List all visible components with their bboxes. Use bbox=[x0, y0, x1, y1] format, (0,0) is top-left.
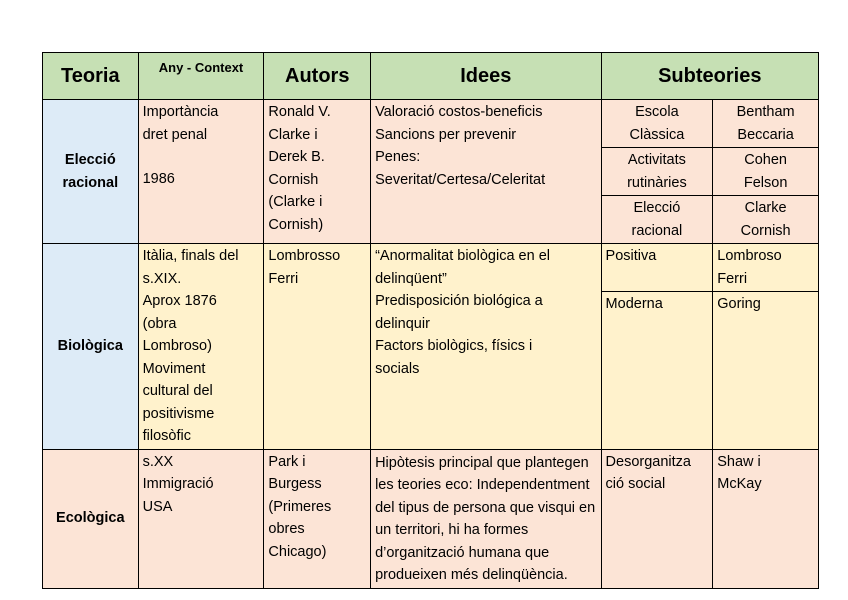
subtheory-positiva: Positiva bbox=[601, 244, 713, 292]
table-row-eleccio bbox=[43, 100, 819, 148]
ideas-eleccio: Valoració costos-beneficis Sancions per prevenir Penes: Severitat/Certesa/Celeritat bbox=[371, 100, 601, 244]
table-row-biologica bbox=[43, 244, 819, 292]
header-any-context: Any - Context bbox=[138, 53, 264, 100]
subtheory-escola-classica: Escola Clàssica bbox=[601, 100, 713, 148]
theory-eleccio-racional: Elecció racional bbox=[43, 100, 139, 244]
subtheory-activitats-rutinaries: Activitats rutinàries bbox=[601, 148, 713, 196]
context-eleccio: Importància dret penal 1986 bbox=[138, 100, 264, 244]
year-eleccio: 1986 bbox=[142, 171, 175, 187]
context-biologica: Itàlia, finals del s.XIX. Aprox 1876 (obra Lombroso) Moviment cultural del positivisme filosòfic bbox=[138, 244, 264, 450]
criminology-theories-table bbox=[42, 52, 819, 589]
authors-eleccio: Ronald V. Clarke i Derek B. Cornish (Clarke i Cornish) bbox=[264, 100, 371, 244]
subtheory-moderna: Moderna bbox=[601, 292, 713, 450]
subtheory-authors-activitats: Cohen Felson bbox=[713, 148, 819, 196]
theory-biologica: Biològica bbox=[43, 244, 139, 450]
subtheory-eleccio-racional: Elecció racional bbox=[601, 196, 713, 244]
authors-ecologica: Park i Burgess (Primeres obres Chicago) bbox=[264, 449, 371, 588]
subtheory-authors-eleccio: Clarke Cornish bbox=[713, 196, 819, 244]
header-subteories: Subteories bbox=[601, 53, 818, 100]
context-ecologica: s.XX Immigració USA bbox=[138, 449, 264, 588]
header-autors: Autors bbox=[264, 53, 371, 100]
subtheory-authors-positiva: Lombroso Ferri bbox=[713, 244, 819, 292]
subtheory-desorganitzacio-social: Desorganitza ció social bbox=[601, 449, 713, 588]
ideas-biologica: “Anormalitat biològica en el delinqüent” Predisposición biológica a delinquir Factors biològics, físics i socials bbox=[371, 244, 601, 450]
table-row-ecologica bbox=[43, 449, 819, 588]
subtheory-authors-ecologica: Shaw i McKay bbox=[713, 449, 819, 588]
header-idees: Idees bbox=[371, 53, 601, 100]
authors-biologica: Lombrosso Ferri bbox=[264, 244, 371, 450]
ideas-ecologica: Hipòtesis principal que plantegen les teories eco: Independentment del tipus de persona que visqui en un territori, hi ha formes d’organització humana que produeixen més delinqüència. bbox=[371, 449, 601, 588]
theory-ecologica: Ecològica bbox=[43, 449, 139, 588]
subtheory-authors-escola-classica: Bentham Beccaria bbox=[713, 100, 819, 148]
header-row bbox=[43, 53, 819, 100]
subtheory-authors-moderna: Goring bbox=[713, 292, 819, 450]
header-teoria: Teoria bbox=[43, 53, 139, 100]
